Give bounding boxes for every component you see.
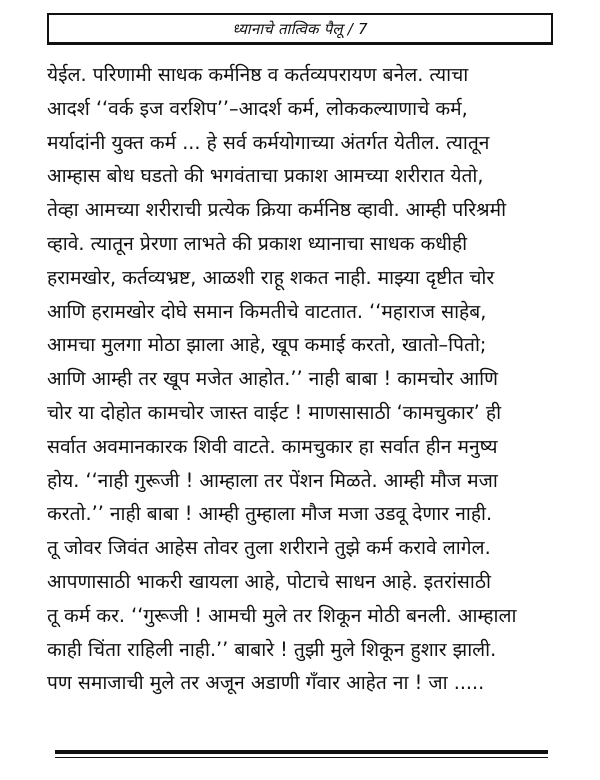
text-line: होय. ‘‘नाही गुरूजी ! आम्हाला तर पेंशन मिळते. आम्ही मौज मजा xyxy=(47,468,498,492)
text-line: आदर्श ‘‘वर्क इज वरशिप’’–आदर्श कर्म, लोककल्याणाचे कर्म, xyxy=(47,96,468,120)
running-header-box xyxy=(47,13,553,45)
text-line: पण समाजाची मुले तर अजून अडाणी गँवार आहेत ना ! जा ..... xyxy=(47,671,485,695)
text-line: आणि आम्ही तर खूप मजेत आहोत.’’ नाही बाबा ! कामचोर आणि xyxy=(47,367,498,391)
text-line: करतो.’’ नाही बाबा ! आम्ही तुम्हाला मौज मजा उडवू देणार नाही. xyxy=(47,502,493,526)
text-line: हरामखोर, कर्तव्यभ्रष्ट, आळशी राहू शकत नाही. माझ्या दृष्टीत चोर xyxy=(47,265,495,289)
text-line: काही चिंता राहिली नाही.’’ बाबारे ! तुझी मुले शिकून हुशार झाली. xyxy=(47,637,497,661)
footer-rule-thick xyxy=(55,750,548,754)
text-line: व्हावे. त्यातून प्रेरणा लाभते की प्रकाश ध्यानाचा साधक कधीही xyxy=(47,231,468,255)
text-line: सर्वात अवमानकारक शिवी वाटते. कामचुकार हा सर्वात हीन मनुष्य xyxy=(47,434,498,458)
text-line: तू जोवर जिवंत आहेस तोवर तुला शरीराने तुझे कर्म करावे लागेल. xyxy=(47,536,491,560)
running-head: ध्यानाचे तात्विक पैलू / 7 xyxy=(232,19,368,38)
body-text xyxy=(47,58,555,700)
text-line: येईल. परिणामी साधक कर्मनिष्ठ व कर्तव्यपरायण बनेल. त्याचा xyxy=(47,63,469,86)
footer-rule-thin xyxy=(55,757,548,758)
text-line: आमचा मुलगा मोठा झाला आहे, खूप कमाई करतो, खातो–पितो; xyxy=(47,333,487,357)
text-line: मर्यादांनी युक्त कर्म ... हे सर्व कर्मयोगाच्या अंतर्गत येतील. त्यातून xyxy=(47,130,490,154)
text-line: आणि हरामखोर दोघे समान किमतीचे वाटतात. ‘‘महाराज साहेब, xyxy=(47,299,487,323)
text-line: तू कर्म कर. ‘‘गुरूजी ! आमची मुले तर शिकून मोठी बनली. आम्हाला xyxy=(47,603,517,627)
text-line: चोर या दोहोत कामचोर जास्त वाईट ! माणसासाठी ‘कामचुकार’ ही xyxy=(47,400,502,424)
text-line: तेव्हा आमच्या शरीराची प्रत्येक क्रिया कर्मनिष्ठ व्हावी. आम्ही परिश्रमी xyxy=(47,198,507,222)
text-line: आम्हास बोध घडतो की भगवंताचा प्रकाश आमच्या शरीरात येतो, xyxy=(47,164,484,188)
text-line: आपणासाठी भाकरी खायला आहे, पोटाचे साधन आहे. इतरांसाठी xyxy=(47,569,491,593)
